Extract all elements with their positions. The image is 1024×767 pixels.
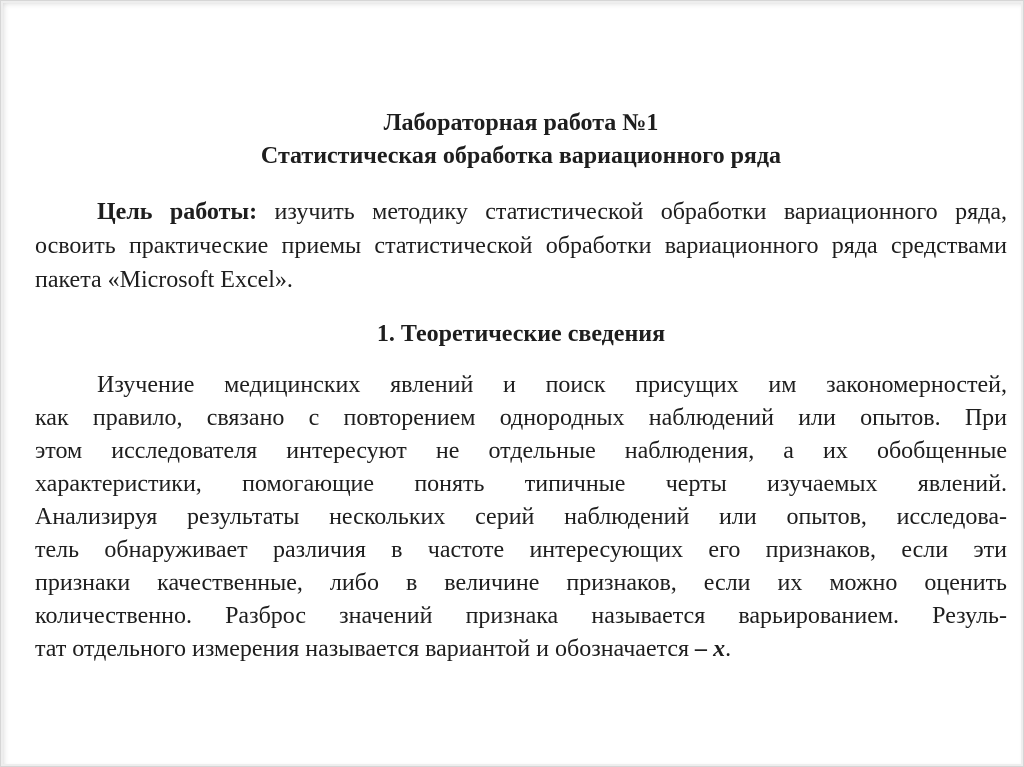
paragraph-line: характеристики, помогающие понять типичные черты изучаемых явлений. — [35, 471, 1007, 497]
title-line-2: Статистическая обработка вариационного ряда — [260, 143, 782, 169]
paragraph-line-text: тат отдельного измерения называется вариантой и обозначается — [35, 636, 696, 662]
paragraph-line: этом исследователя интересуют не отдельные наблюдения, а их обобщенные — [35, 438, 1007, 464]
paragraph-line: признаки качественные, либо в величине признаков, если их можно оценить — [35, 570, 1007, 596]
paragraph-line: количественно. Разброс значений признака называется варьированием. Резуль- — [35, 603, 1007, 629]
goal-label: Цель работы: — [97, 199, 258, 225]
document-title — [35, 107, 1007, 173]
final-period: . — [725, 636, 732, 662]
goal-paragraph — [35, 195, 1007, 297]
paragraph-line: как правило, связано с повторением однородных наблюдений или опытов. При — [35, 405, 1007, 431]
body-paragraph — [35, 369, 1007, 666]
paragraph-line: Анализируя результаты нескольких серий наблюдений или опытов, исследова- — [35, 504, 1007, 530]
title-line-1: Лабораторная работа №1 — [383, 110, 659, 136]
paragraph-line: Изучение медицинских явлений и поиск присущих им закономерностей, — [97, 372, 1007, 398]
document-page — [35, 107, 1007, 666]
section-heading: 1. Теоретические сведения — [376, 321, 666, 347]
paragraph-last-line — [35, 633, 1007, 666]
goal-text: изучить методику статистической обработки вариационного ряда, освоить практические приемы статистической обработки вариационного ряда средствами пакета «Microsoft Excel». — [35, 199, 1007, 293]
paragraph-line: тель обнаруживает различия в частоте интересующих его признаков, если эти — [35, 537, 1007, 563]
variable-symbol: – x — [695, 636, 726, 662]
